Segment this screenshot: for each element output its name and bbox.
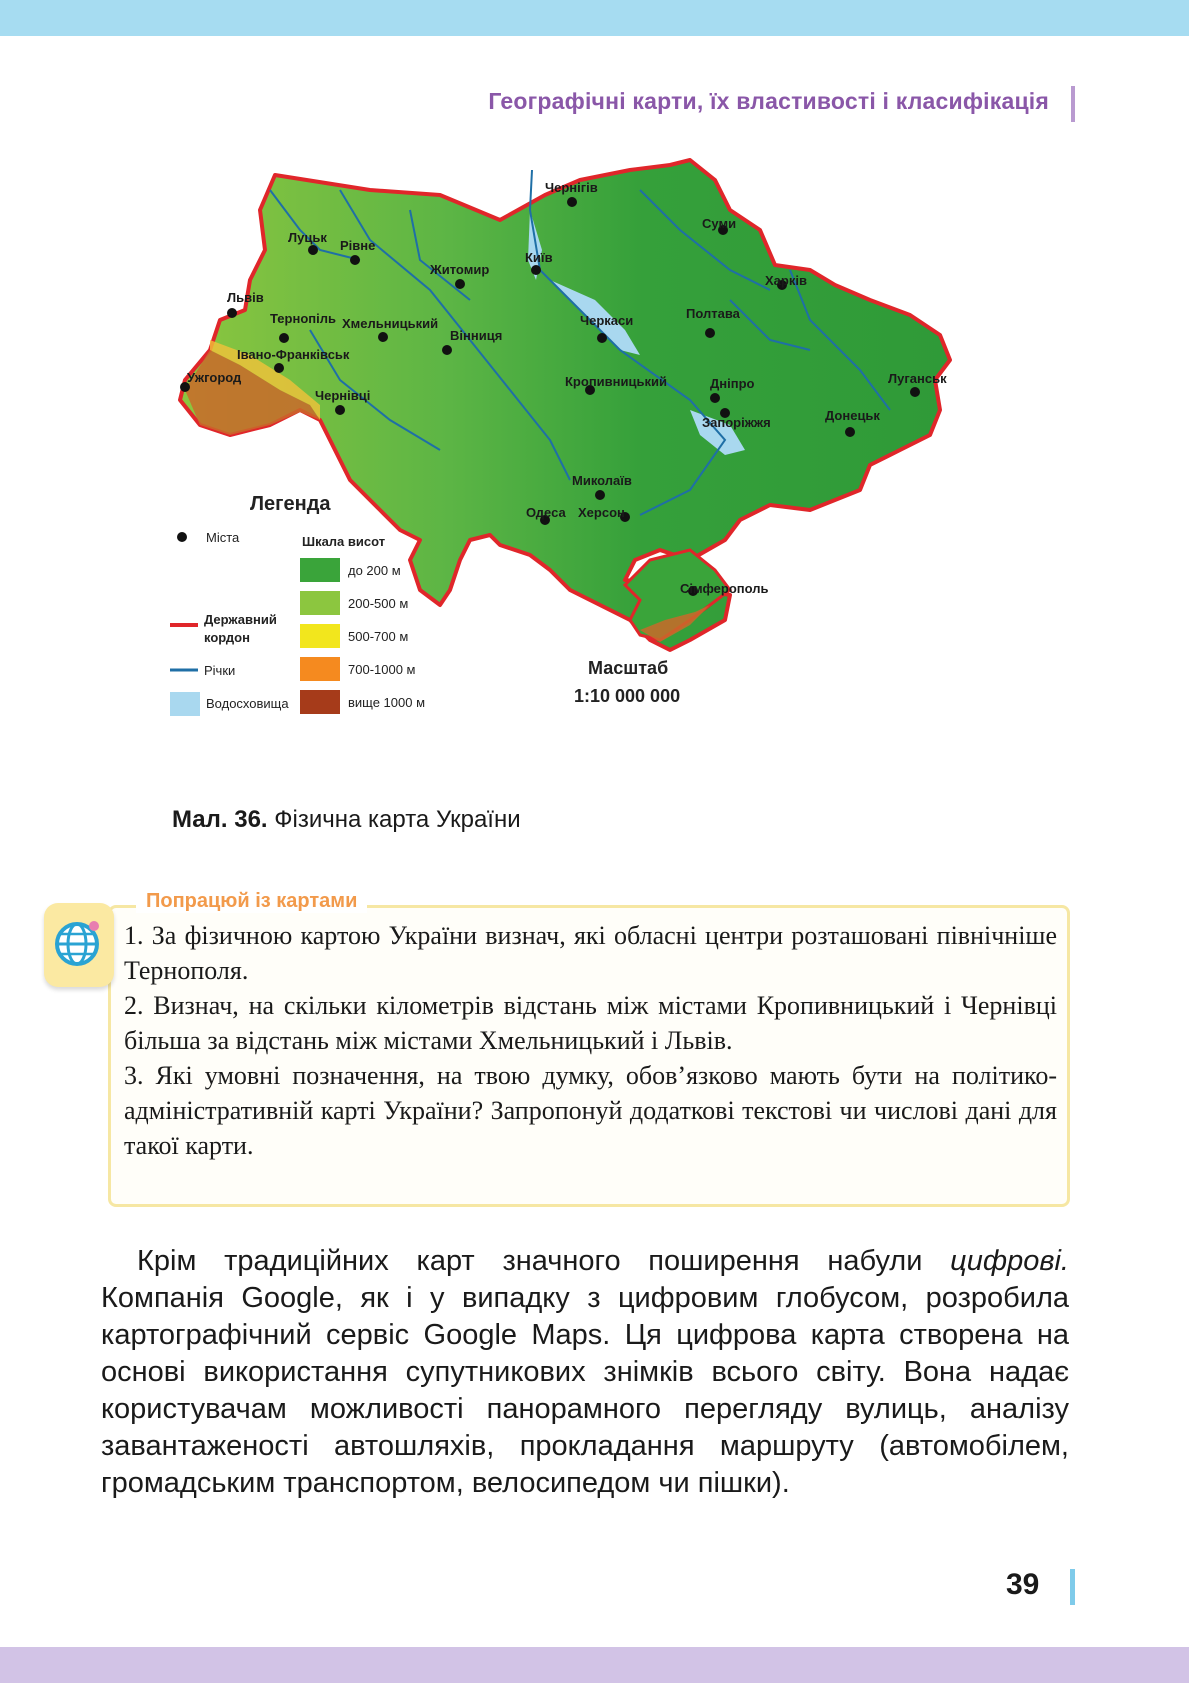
city-marker-kyiv <box>531 265 541 275</box>
city-label: Івано-Франківськ <box>237 347 350 362</box>
city-marker-chernivtsi <box>335 405 345 415</box>
elevation-swatch-4 <box>300 657 340 681</box>
elevation-label: 200-500 м <box>348 596 409 611</box>
task-title: Попрацюй із картами <box>136 890 367 913</box>
running-title-bar <box>1071 86 1075 122</box>
city-marker-poltava <box>705 328 715 338</box>
legend-elevation-title: Шкала висот <box>302 534 386 549</box>
body-text-start: Крім традиційних карт значного поширення набули <box>137 1245 951 1277</box>
city-label: Дніпро <box>710 376 755 391</box>
city-marker-donetsk <box>845 427 855 437</box>
task-item-2: 2. Визнач, на скільки кілометрів відстань між містами Кропивницький і Чернівці більша за відстань між містами Хмельницький і Львів. <box>124 991 1057 1055</box>
body-paragraph <box>101 1243 1069 1502</box>
legend-rivers-label: Річки <box>204 663 236 678</box>
city-label: Донецьк <box>825 408 880 423</box>
city-marker-lutsk <box>308 245 318 255</box>
top-color-band <box>0 0 1189 36</box>
city-label: Кропивницький <box>565 374 667 389</box>
city-marker-cherkasy <box>597 333 607 343</box>
city-label: Херсон <box>578 505 625 520</box>
caption-number: Мал. 36. <box>172 806 268 833</box>
legend-reservoir-swatch <box>170 692 200 716</box>
city-label: Харків <box>765 273 807 288</box>
task-list <box>124 918 1057 1163</box>
task-item-3: 3. Які умовні позначення, на твою думку, обов’язково мають бути на політико-адміністративній карті України? Запропонуй додаткові текстові чи числові дані для такої карти. <box>124 1061 1057 1160</box>
caption-text: Фізична карта України <box>267 806 521 833</box>
city-marker-zhytomyr <box>455 279 465 289</box>
scale-label: Масштаб <box>588 658 669 678</box>
globe-icon <box>50 914 108 972</box>
bottom-color-band <box>0 1647 1189 1683</box>
page-number-bar <box>1070 1569 1075 1605</box>
figure-caption <box>172 806 521 834</box>
legend-border-label: Державний <box>204 612 277 627</box>
city-marker-rivne <box>350 255 360 265</box>
city-label: Вінниця <box>450 328 503 343</box>
city-label: Запоріжжя <box>702 415 771 430</box>
city-label: Одеса <box>526 505 566 520</box>
city-marker-chernihiv <box>567 197 577 207</box>
city-label: Ужгород <box>187 370 242 385</box>
elevation-swatch-2 <box>300 591 340 615</box>
legend-cities-label: Міста <box>206 530 240 545</box>
city-label: Рівне <box>340 238 376 253</box>
city-label: Луганськ <box>888 371 947 386</box>
task-item-1: 1. За фізичною картою України визнач, які обласні центри розташовані північніше Тернополя. <box>124 921 1057 985</box>
city-label: Суми <box>702 216 737 231</box>
city-label: Хмельницький <box>342 316 439 331</box>
elevation-label: вище 1000 м <box>348 695 426 710</box>
city-label: Чернігів <box>545 180 598 195</box>
city-label: Львів <box>227 290 264 305</box>
city-label: Черкаси <box>580 313 634 328</box>
physical-map-ukraine <box>170 150 1030 770</box>
running-title: Географічні карти, їх властивості і класифікація <box>488 88 1049 114</box>
legend-reservoirs-label: Водосховища <box>206 696 289 711</box>
page-number: 39 <box>1006 1568 1040 1601</box>
legend-border-label: кордон <box>204 630 250 645</box>
city-marker-lviv <box>227 308 237 318</box>
elevation-label: 500-700 м <box>348 629 409 644</box>
city-marker-luhansk <box>910 387 920 397</box>
elevation-label: 700-1000 м <box>348 662 416 677</box>
city-label: Київ <box>525 250 553 265</box>
city-marker-ivano-frankivsk <box>274 363 284 373</box>
city-label: Житомир <box>430 262 490 277</box>
elevation-swatch-5 <box>300 690 340 714</box>
city-label: Тернопіль <box>270 311 336 326</box>
city-marker-dnipro <box>710 393 720 403</box>
city-marker-ternopil <box>279 333 289 343</box>
body-text-rest: Компанія Google, як і у випадку з цифровим глобусом, розробила картографічний сервіс Google Maps. Ця цифрова карта створена на основі використання супутникових знімків всього світу. Вона надає користувачам можливості панорамного перегляду вулиць, аналізу завантаженості автошляхів, прокладання маршруту (автомобілем, громадським транспортом, велосипедом чи пішки). <box>101 1282 1069 1499</box>
city-label: Сімферополь <box>680 581 769 596</box>
elevation-label: до 200 м <box>348 563 401 578</box>
city-marker-mykolaiv <box>595 490 605 500</box>
legend-title: Легенда <box>250 493 331 515</box>
city-label: Луцьк <box>288 230 327 245</box>
city-label: Чернівці <box>315 388 371 403</box>
city-label: Полтава <box>686 306 740 321</box>
elevation-swatch-1 <box>300 558 340 582</box>
city-marker-vinnytsia <box>442 345 452 355</box>
elevation-swatch-3 <box>300 624 340 648</box>
legend-city-marker <box>177 532 187 542</box>
city-label: Миколаїв <box>572 473 632 488</box>
scale-value: 1:10 000 000 <box>574 686 681 706</box>
map-legend <box>170 493 425 716</box>
body-text-italic: цифрові. <box>950 1245 1069 1277</box>
city-marker-khmelnytskyi <box>378 332 388 342</box>
